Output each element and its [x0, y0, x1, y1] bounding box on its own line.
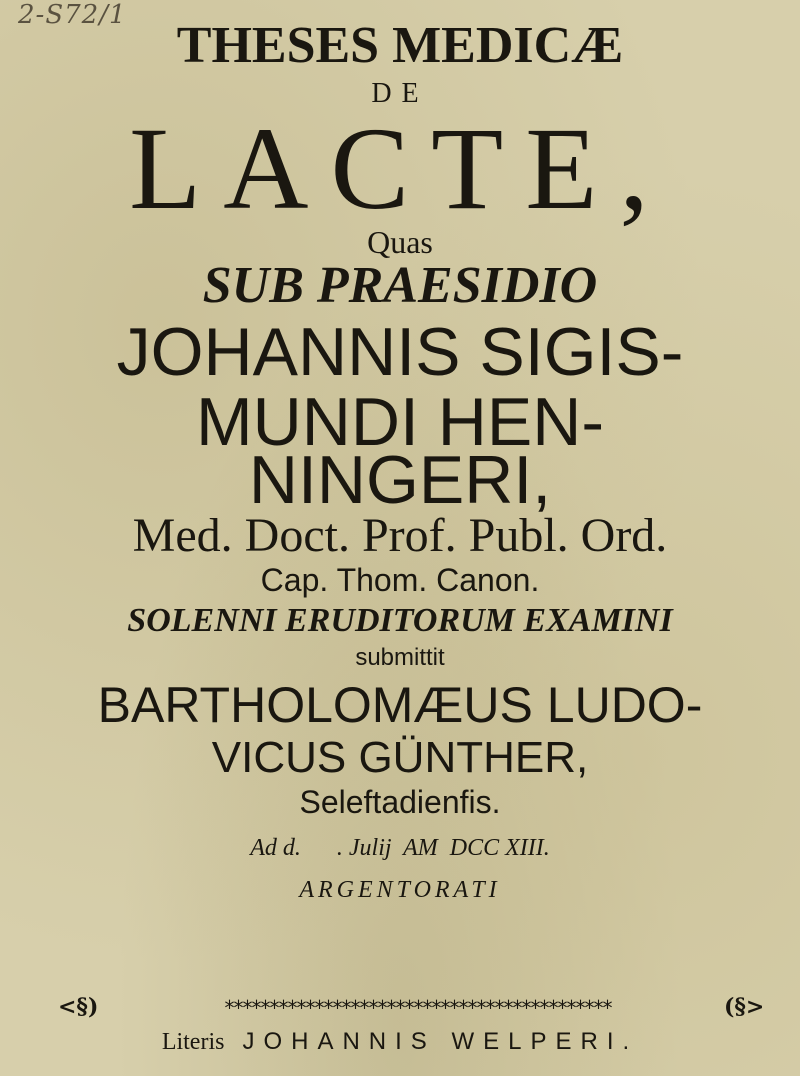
printer-imprint	[0, 1030, 800, 1054]
ornament-stars: *******************************************	[224, 996, 612, 1020]
ornament-rule	[0, 994, 800, 1020]
respondent-name-line2: VICUS GÜNTHER,	[211, 733, 589, 782]
printer-name: JOHANNIS WELPERI.	[242, 1028, 639, 1055]
praeses-canonry: Cap. Thom. Canon.	[260, 562, 540, 598]
praeses-name-line3: NINGERI,	[248, 442, 552, 518]
ornament-left: <§)	[58, 994, 99, 1020]
respondent-name-line1: BARTHOLOMÆUS LUDO-	[97, 677, 703, 733]
printer-label: Literis	[161, 1029, 225, 1055]
praeses-name-line2: MUNDI HEN-	[196, 384, 604, 460]
title-lacte: LACTE,	[129, 103, 671, 234]
handwritten-shelfmark: 2-S72/1	[18, 0, 127, 30]
disputation-date: Ad d. . Julij AM DCC XIII.	[250, 835, 550, 861]
submittit: submittit	[355, 644, 445, 671]
praeses-title: Med. Doct. Prof. Publ. Ord.	[132, 509, 668, 562]
solenni-eruditorum-examini: SOLENNI ERUDITORUM EXAMINI	[127, 602, 673, 639]
title-theses-medicae: THESES MEDICÆ	[176, 17, 624, 74]
praeses-name-line1: JOHANNIS SIGIS-	[116, 314, 684, 390]
title-quas: Quas	[367, 224, 433, 260]
place-argentorati: ARGENTORATI	[299, 877, 501, 903]
respondent-origin: Seleftadienfis.	[299, 784, 501, 820]
ornament-right: (§>	[724, 994, 765, 1020]
title-de: DE	[371, 78, 429, 109]
sub-praesidio: SUB PRAESIDIO	[202, 257, 598, 314]
